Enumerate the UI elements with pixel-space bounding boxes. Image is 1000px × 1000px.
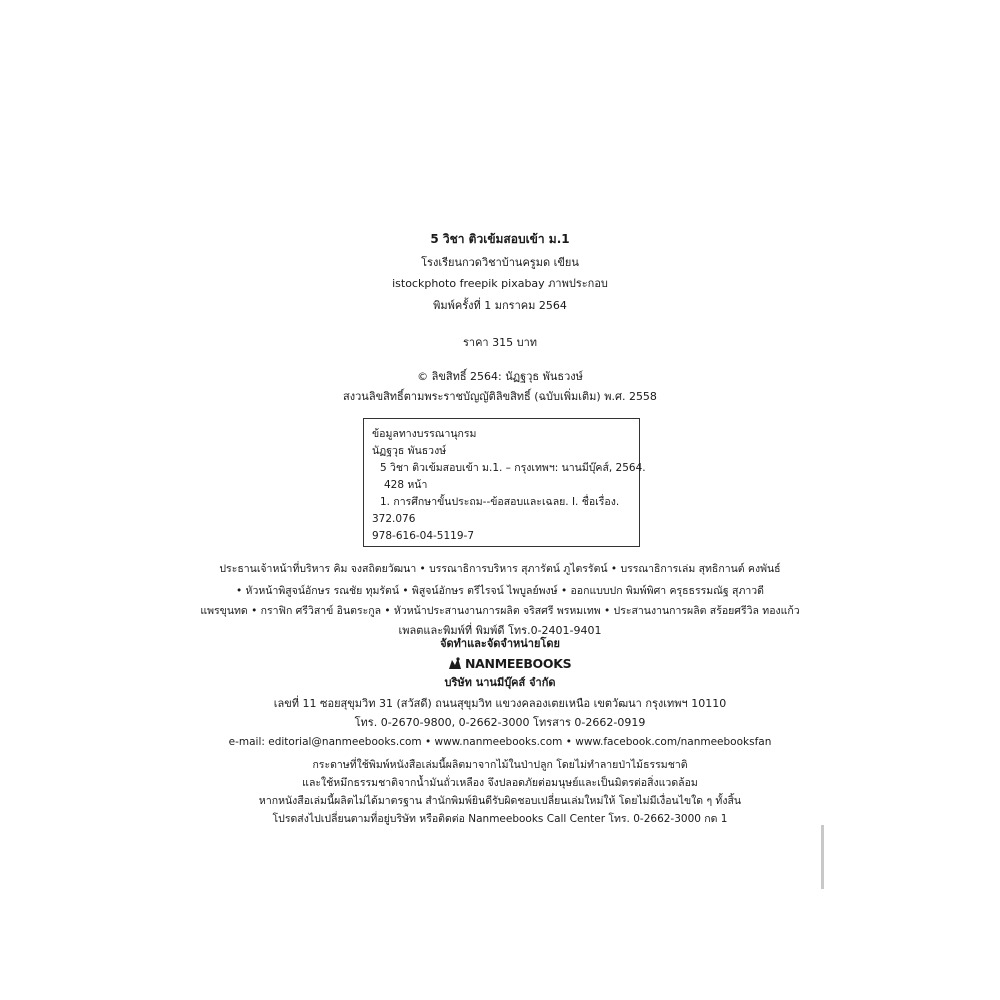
- publisher-logo: [448, 655, 571, 671]
- logo-text: NANMEEBOOKS: [465, 655, 572, 671]
- printer-line: เพลตและพิมพ์ที่ พิมพ์ดี โทร.0-2401-9401: [398, 624, 602, 637]
- company-phone: โทร. 0-2670-9800, 0-2662-3000 โทรสาร 0-2662-0919: [354, 716, 646, 729]
- company-name: บริษัท นานมีบุ๊คส์ จำกัด: [444, 676, 556, 689]
- catalog-heading: ข้อมูลทางบรรณานุกรม: [372, 428, 477, 440]
- note-line-4: โปรดส่งไปเปลี่ยนตามที่อยู่บริษัท หรือติดต่อ Nanmeebooks Call Center โทร. 0-2662-3000 กด 1: [272, 813, 728, 825]
- company-contacts: e-mail: editorial@nanmeebooks.com • www.nanmeebooks.com • www.facebook.com/nanmeebooksfan: [228, 736, 772, 748]
- note-line-2: และใช้หมึกธรรมชาติจากน้ำมันถั่วเหลือง จึงปลอดภัยต่อมนุษย์และเป็นมิตรต่อสิ่งแวดล้อม: [302, 777, 698, 789]
- catalog-isbn: 978-616-04-5119-7: [372, 530, 475, 542]
- company-address: เลขที่ 11 ซอยสุขุมวิท 31 (สวัสดี) ถนนสุขุมวิท แขวงคลองเตยเหนือ เขตวัฒนา กรุงเทพฯ 10110: [273, 697, 727, 710]
- catalog-box: [363, 418, 646, 547]
- catalog-class-number: 372.076: [372, 513, 416, 525]
- catalog-author: นัฏฐวุธ พันธวงษ์: [372, 445, 447, 457]
- illustration-line: istockphoto freepik pixabay ภาพประกอบ: [392, 277, 608, 290]
- price-line: ราคา 315 บาท: [462, 336, 538, 349]
- author-line: โรงเรียนกวดวิชาบ้านครูมด เขียน: [421, 256, 579, 269]
- rights-line: สงวนลิขสิทธิ์ตามพระราชบัญญัติลิขสิทธิ์ (ฉบับเพิ่มเติม) พ.ศ. 2558: [343, 390, 657, 403]
- staff-line-1: ประธานเจ้าหน้าที่บริหาร คิม จงสถิตยวัฒนา • บรรณาธิการบริหาร สุภารัตน์ ภูไตรรัตน์ • บรรณาธิการเล่ม สุทธิกานต์ คงพันธ์: [219, 563, 781, 575]
- scan-artifact-line: [821, 825, 824, 889]
- distributed-by-label: จัดทำและจัดจำหน่ายโดย: [440, 637, 560, 650]
- note-line-1: กระดาษที่ใช้พิมพ์หนังสือเล่มนี้ผลิตมาจากไม้ในป่าปลูก โดยไม่ทำลายป่าไม้ธรรมชาติ: [312, 759, 688, 771]
- catalog-entry-title: 5 วิชา ติวเข้มสอบเข้า ม.1. – กรุงเทพฯ: นานมีบุ๊คส์, 2564.: [380, 462, 646, 474]
- staff-line-3: แพรขุนทด • กราฟิก ศรีวิสาข์ อินตระกูล • หัวหน้าประสานงานการผลิต จริสศรี พรหมเทพ • ประสานงานการผลิต สร้อยศรีวิล ทองแก้ว: [200, 605, 800, 617]
- note-line-3: หากหนังสือเล่มนี้ผลิตไม่ได้มาตรฐาน สำนักพิมพ์ยินดีรับผิดชอบเปลี่ยนเล่มใหม่ให้ โดยไม่มีเงื่อนไขใด ๆ ทั้งสิ้น: [258, 795, 742, 807]
- nanmeebooks-logo-icon: [448, 656, 462, 670]
- staff-line-2: • หัวหน้าพิสูจน์อักษร รณชัย ทุมรัตน์ • พิสูจน์อักษร ตรีไรจน์ ไพบูลย์พงษ์ • ออกแบบปก พิมพ์พิศา ครุธธรรมณัฐ สุภาวดี: [236, 585, 764, 597]
- book-title: 5 วิชา ติวเข้มสอบเข้า ม.1: [430, 232, 570, 246]
- catalog-pages: 428 หน้า: [384, 479, 428, 491]
- print-edition-line: พิมพ์ครั้งที่ 1 มกราคม 2564: [433, 299, 567, 312]
- catalog-subject: 1. การศึกษาขั้นประถม--ข้อสอบและเฉลย. I. ชื่อเรื่อง.: [380, 496, 620, 508]
- copyright-line: © ลิขสิทธิ์ 2564: นัฏฐวุธ พันธวงษ์: [417, 370, 583, 383]
